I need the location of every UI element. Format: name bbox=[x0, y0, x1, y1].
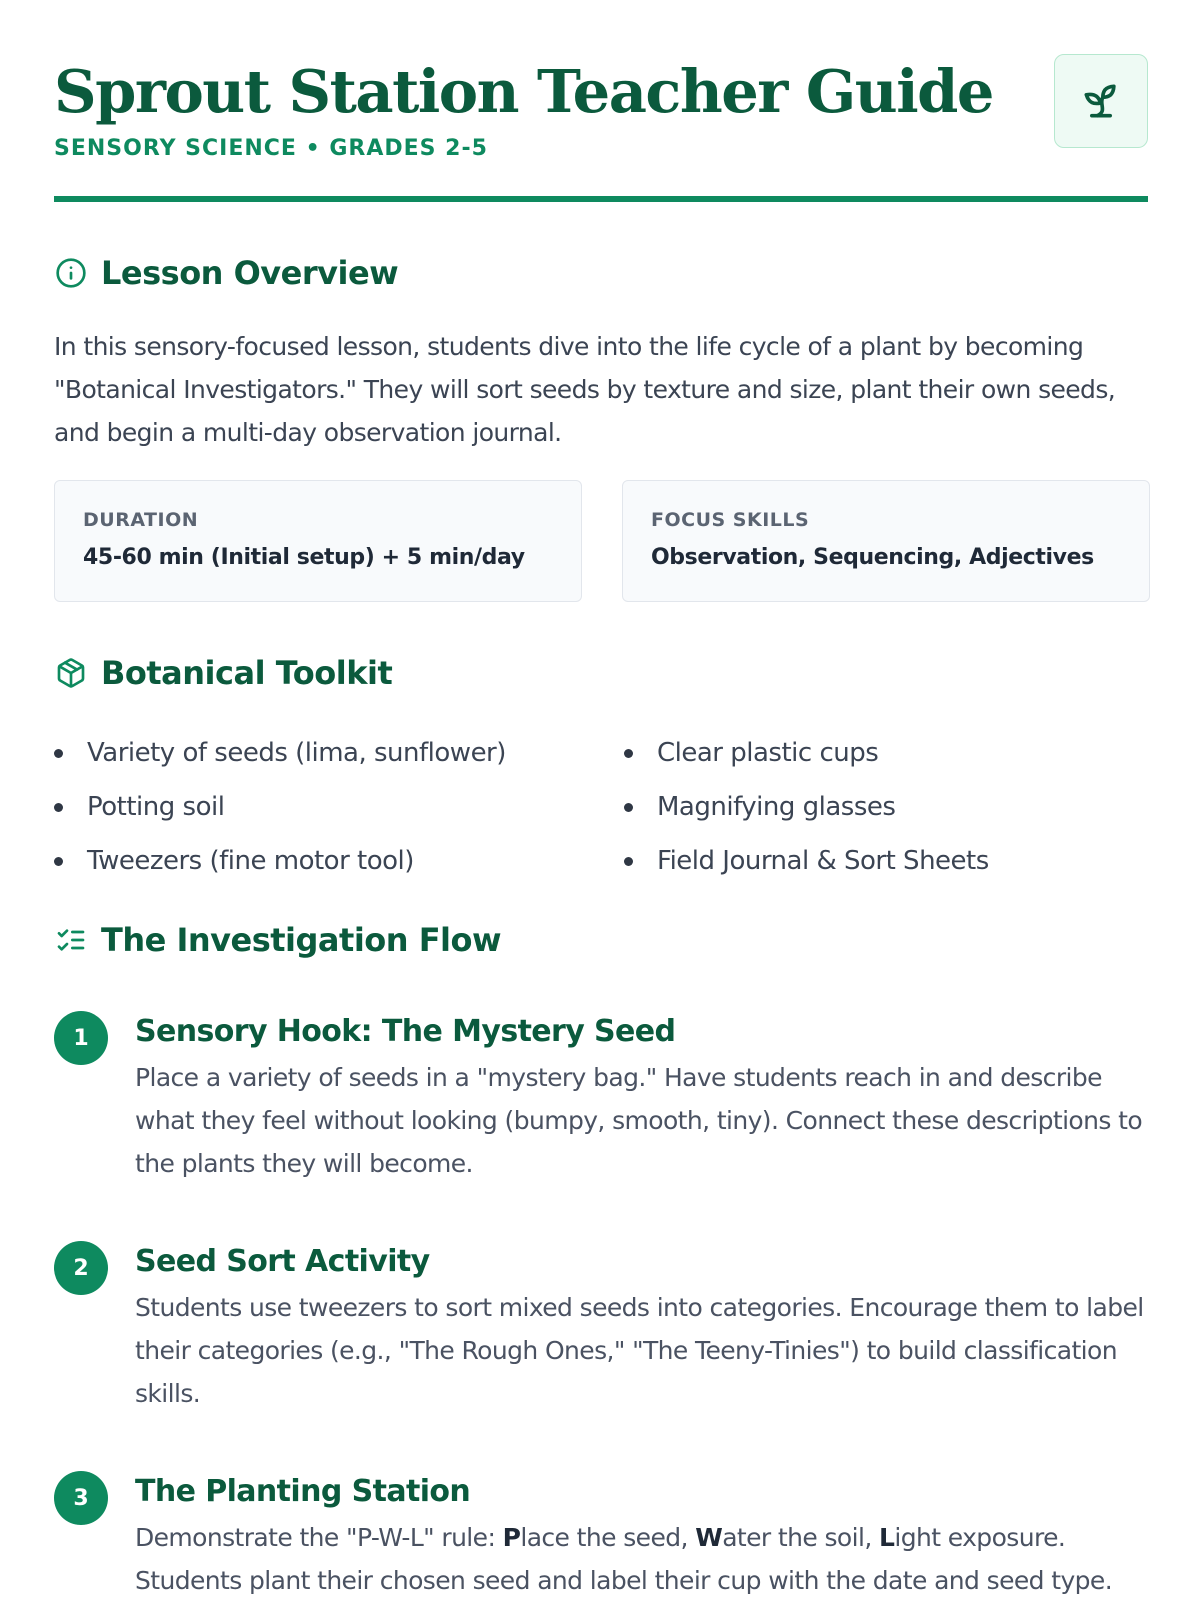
step-description bbox=[135, 1516, 1155, 1602]
step-description-emphasis: W bbox=[695, 1523, 723, 1552]
step-description-text: lace the seed, bbox=[520, 1523, 696, 1552]
bullet-icon bbox=[54, 749, 63, 758]
step-description: Students use tweezers to sort mixed seeds into categories. Encourage them to label their categories (e.g., "The Rough Ones," "The Teeny-Tinies") to build classification skills. bbox=[135, 1293, 1144, 1408]
focus-skills-label: FOCUS SKILLS bbox=[651, 509, 810, 531]
toolkit-list-right bbox=[624, 726, 989, 888]
list-item bbox=[54, 726, 506, 780]
step-description-emphasis: P bbox=[502, 1523, 521, 1552]
page-title: Sprout Station Teacher Guide bbox=[54, 57, 993, 126]
flow-heading bbox=[54, 921, 501, 959]
checklist-icon bbox=[54, 923, 88, 957]
duration-value: 45-60 min (Initial setup) + 5 min/day bbox=[83, 545, 525, 570]
overview-heading bbox=[54, 254, 398, 292]
step-description: Place a variety of seeds in a "mystery bag." Have students reach in and describe what they feel without looking (bumpy, smooth, tiny). Connect these descriptions to the plants they will become. bbox=[135, 1063, 1143, 1178]
step-description-text: Demonstrate the "P-W-L" rule: bbox=[135, 1523, 503, 1552]
list-item bbox=[624, 780, 989, 834]
focus-skills-card bbox=[622, 480, 1150, 602]
bullet-icon bbox=[624, 803, 633, 812]
toolkit-item-label: Clear plastic cups bbox=[657, 738, 879, 768]
step-title: Seed Sort Activity bbox=[135, 1244, 430, 1279]
overview-paragraph: In this sensory-focused lesson, students dive into the life cycle of a plant by becoming "Botanical Investigators." They will sort seeds by texture and size, plant their own seeds, and begin a multi-day observation journal. bbox=[54, 332, 1116, 447]
step-number-badge: 1 bbox=[54, 1011, 108, 1065]
duration-card bbox=[54, 480, 582, 602]
toolkit-item-label: Field Journal & Sort Sheets bbox=[657, 846, 989, 876]
page-header bbox=[54, 52, 1148, 161]
flow-heading-text: The Investigation Flow bbox=[101, 921, 502, 959]
step-title: The Planting Station bbox=[135, 1474, 471, 1509]
list-item bbox=[624, 726, 989, 780]
step-number-badge: 3 bbox=[54, 1471, 108, 1525]
bullet-icon bbox=[54, 857, 63, 866]
step-title: Sensory Hook: The Mystery Seed bbox=[135, 1014, 676, 1049]
logo-badge bbox=[1054, 54, 1148, 148]
toolkit-list-left bbox=[54, 726, 506, 888]
page-subtitle: SENSORY SCIENCE • GRADES 2-5 bbox=[54, 136, 488, 161]
duration-label: DURATION bbox=[83, 509, 199, 531]
step-number-badge: 2 bbox=[54, 1241, 108, 1295]
bullet-icon bbox=[624, 749, 633, 758]
step-description-text: ater the soil, bbox=[722, 1523, 880, 1552]
header-divider bbox=[54, 196, 1148, 202]
toolkit-heading-text: Botanical Toolkit bbox=[101, 654, 393, 692]
cube-icon bbox=[54, 656, 88, 690]
step-description-text: ight exposure. Students plant their chosen seed and label their cup with the date and seed type. bbox=[135, 1523, 1113, 1595]
overview-heading-text: Lesson Overview bbox=[101, 254, 399, 292]
list-item bbox=[54, 834, 506, 888]
info-icon bbox=[54, 256, 88, 290]
sprout-icon bbox=[1079, 79, 1123, 123]
toolkit-item-label: Magnifying glasses bbox=[657, 792, 896, 822]
toolkit-item-label: Tweezers (fine motor tool) bbox=[87, 846, 414, 876]
step-description-emphasis: L bbox=[879, 1523, 895, 1552]
list-item bbox=[54, 780, 506, 834]
toolkit-heading bbox=[54, 654, 392, 692]
focus-skills-value: Observation, Sequencing, Adjectives bbox=[651, 545, 1094, 570]
list-item bbox=[624, 834, 989, 888]
bullet-icon bbox=[624, 857, 633, 866]
bullet-icon bbox=[54, 803, 63, 812]
toolkit-item-label: Potting soil bbox=[87, 792, 225, 822]
toolkit-item-label: Variety of seeds (lima, sunflower) bbox=[87, 738, 506, 768]
